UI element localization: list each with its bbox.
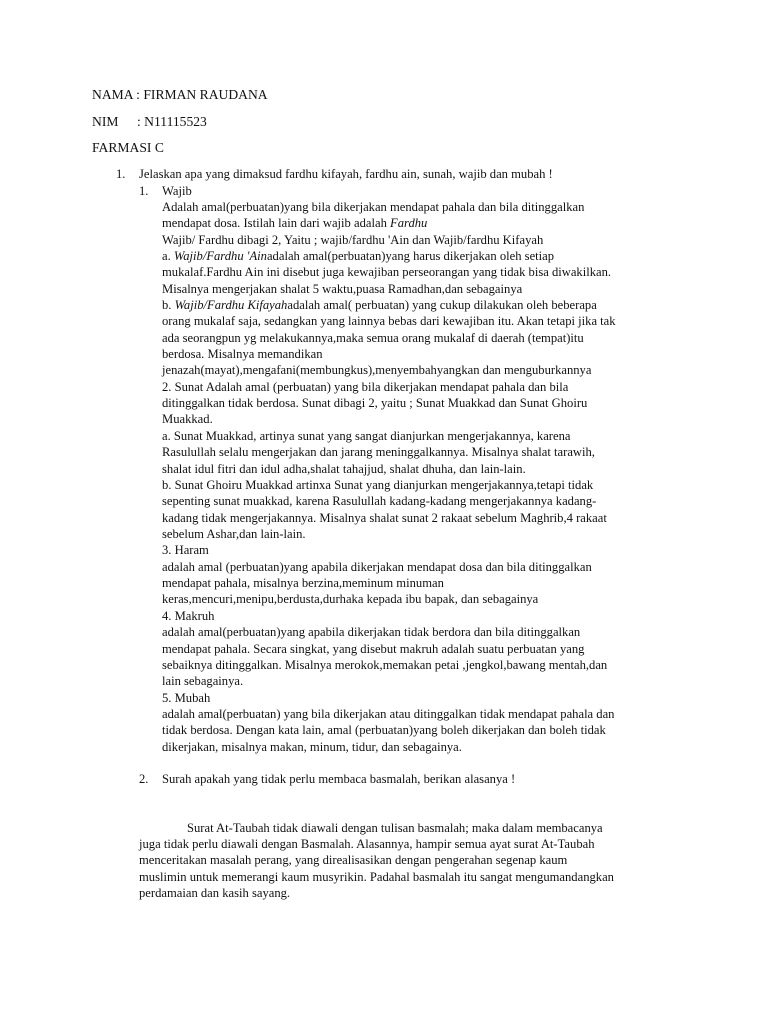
text-segment: mendapat dosa. Istilah lain dari wajib adalah [162,216,391,230]
sunat-line: 2. Sunat Adalah amal (perbuatan) yang bila dikerjakan mendapat pahala dan bila [162,380,569,394]
wajib-line: orang mukalaf saja, sedangkan yang lainnya bebas dari kewajiban itu. Akan tetapi jika tak [162,314,616,328]
wajib-line: jenazah(mayat),mengafani(membungkus),menyembahyangkan dan menguburkannya [162,363,592,377]
sunat-line: a. Sunat Muakkad, artinya sunat yang sangat dianjurkan mengerjakannya, karena [162,429,571,443]
haram-line: mendapat pahala, misalnya berzina,meminum minuman [162,576,444,590]
q2-answer-line: muslimin untuk memerangi kaum musyrikin. Padahal basmalah itu sangat mengumandangkan [139,870,614,884]
mubah-line: dikerjakan, misalnya makan, minum, tidur, dan sebagainya. [162,740,462,754]
wajib-number: 1. [139,184,149,198]
sunat-line: kadang tidak mengerjakannya. Misalnya shalat sunat 2 rakaat sebelum Maghrib,4 rakaat [162,511,607,525]
text-segment: adalah amal( perbuatan) yang cukup dilakukan oleh beberapa [287,298,597,312]
sunat-line: ditinggalkan tidak berdosa. Sunat dibagi 2, yaitu ; Sunat Muakkad dan Sunat Ghoiru [162,396,588,410]
sunat-line: sebelum Ashar,dan lain-lain. [162,527,306,541]
sunat-line: shalat idul fitri dan idul adha,shalat tahajjud, shalat dhuha, dan lain-lain. [162,462,526,476]
sunat-line: Muakkad. [162,412,213,426]
sunat-line: b. Sunat Ghoiru Muakkad artinxa Sunat yang dianjurkan mengerjakannya,tetapi tidak [162,478,594,492]
text-segment: adalah amal(perbuatan)yang harus dikerjakan oleh setiap [266,249,555,263]
wajib-line [162,215,427,231]
q2-question: Surah apakah yang tidak perlu membaca basmalah, berikan alasanya ! [162,772,516,786]
wajib-line [162,248,554,264]
italic-term: Wajib/Fardhu Kifayah [174,298,288,312]
italic-term: Wajib/Fardhu 'Ain [173,249,267,263]
q2-answer-line: juga tidak perlu diawali dengan Basmalah. Alasannya, hampir semua ayat surat At-Taubah [139,837,595,851]
text-segment: a. [162,249,174,263]
makruh-line: lain sebagainya. [162,674,244,688]
haram-title: 3. Haram [162,543,209,557]
wajib-line: Wajib/ Fardhu dibagi 2, Yaitu ; wajib/fardhu 'Ain dan Wajib/fardhu Kifayah [162,233,544,247]
wajib-line: Misalnya mengerjakan shalat 5 waktu,puasa Ramadhan,dan sebagainya [162,282,523,296]
mubah-line: adalah amal(perbuatan) yang bila dikerjakan atau ditinggalkan tidak mendapat pahala dan [162,707,615,721]
wajib-line [162,297,597,313]
italic-term: Fardhu [390,216,428,230]
q2-answer-line: menceritakan masalah perang, yang direalisasikan dengan pengerahan segenap kaum [139,853,568,867]
q2-answer-line: perdamaian dan kasih sayang. [139,886,291,900]
text-segment: b. [162,298,175,312]
wajib-line: ada seorangpun yg melakukannya,maka semua orang mukalaf di daerah (tempat)itu [162,331,584,345]
q2-number: 2. [139,772,149,786]
student-name: NAMA : FIRMAN RAUDANA [92,87,268,102]
sunat-line: Rasulullah selalu mengerjakan dan jarang meninggalkannya. Misalnya shalat tarawih, [162,445,595,459]
haram-line: adalah amal (perbuatan)yang apabila dikerjakan mendapat dosa dan bila ditinggalkan [162,560,592,574]
student-nim-label: NIM [92,114,119,129]
q1-number: 1. [116,167,126,181]
wajib-line: berdosa. Misalnya memandikan [162,347,323,361]
q2-answer-line: Surat At-Taubah tidak diawali dengan tulisan basmalah; maka dalam membacanya [187,821,603,835]
student-class: FARMASI C [92,140,164,155]
wajib-title: Wajib [162,184,192,198]
mubah-title: 5. Mubah [162,691,211,705]
sunat-line: sepenting sunat muakkad, karena Rasulullah kadang-kadang mengerjakannya kadang- [162,494,597,508]
q1-question: Jelaskan apa yang dimaksud fardhu kifayah, fardhu ain, sunah, wajib dan mubah ! [139,167,553,181]
makruh-line: mendapat pahala. Secara singkat, yang disebut makruh adalah suatu perbuatan yang [162,642,585,656]
haram-line: keras,mencuri,menipu,berdusta,durhaka kepada ibu bapak, dan sebagainya [162,592,539,606]
student-nim-value: : N11115523 [137,114,207,129]
makruh-line: sebaiknya ditinggalkan. Misalnya merokok,memakan petai ,jengkol,bawang mentah,dan [162,658,608,672]
wajib-line: Adalah amal(perbuatan)yang bila dikerjakan mendapat pahala dan bila ditinggalkan [162,200,585,214]
wajib-line: mukalaf.Fardhu Ain ini disebut juga kewajiban perseorangan yang tidak bisa diwakilkan. [162,265,612,279]
mubah-line: tidak berdosa. Dengan kata lain, amal (perbuatan)yang boleh dikerjakan dan boleh tidak [162,723,606,737]
makruh-title: 4. Makruh [162,609,215,623]
makruh-line: adalah amal(perbuatan)yang apabila dikerjakan tidak berdora dan bila ditinggalkan [162,625,581,639]
